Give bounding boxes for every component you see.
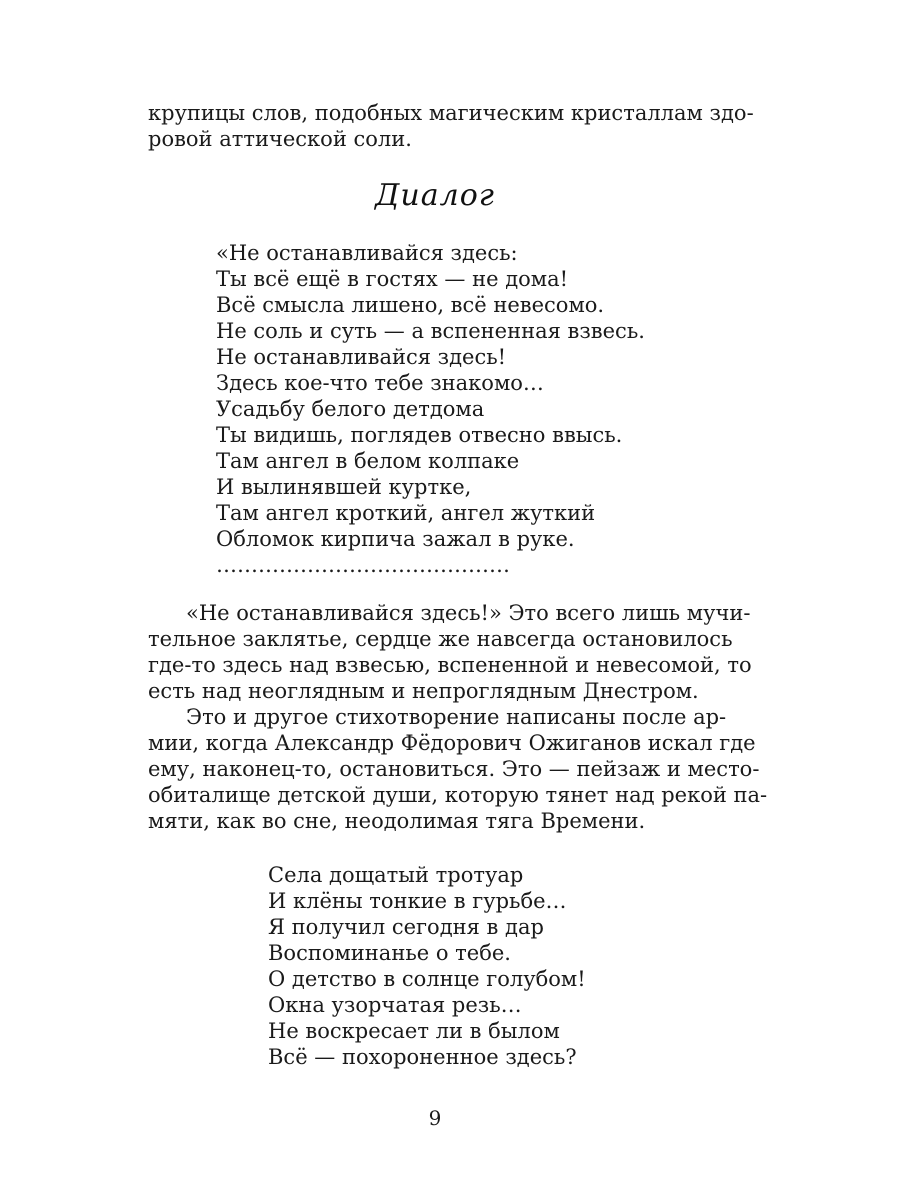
paragraph-2 — [148, 704, 768, 834]
poem-dialog — [216, 240, 645, 578]
poem-line: О детство в солнце голубом! — [268, 967, 586, 991]
text-line: ровой аттической соли. — [148, 127, 412, 151]
text-line: тельное заклятье, сердце же навсегда остановилось — [148, 627, 733, 651]
text-line: обиталище детской души, которую тянет над рекой па- — [148, 783, 768, 807]
poem-village — [268, 862, 586, 1070]
poem-line: Всё смысла лишено, всё невесомо. — [216, 293, 605, 317]
poem-line: Всё — похороненное здесь? — [268, 1045, 577, 1069]
poem-line: Обломок кирпича зажал в руке. — [216, 527, 575, 551]
poem-line: Не соль и суть — а вспененная взвесь. — [216, 319, 645, 343]
poem-line: Воспоминанье о тебе. — [268, 941, 511, 965]
poem-line: Там ангел кроткий, ангел жуткий — [216, 501, 596, 525]
text-line: мии, когда Александр Фёдорович Ожиганов искал где — [148, 731, 756, 755]
poem-line: Там ангел в белом колпаке — [216, 449, 520, 473]
text-line: крупицы слов, подобных магическим кристаллам здо- — [148, 101, 754, 125]
poem-line: И вылинявшей куртке, — [216, 475, 472, 499]
poem-line: Села дощатый тротуар — [268, 863, 524, 887]
commentary-text — [148, 600, 768, 834]
text-line: мяти, как во сне, неодолимая тяга Времени. — [148, 809, 646, 833]
poem-line: Усадьбу белого детдома — [216, 397, 485, 421]
poem-line: Я получил сегодня в дар — [268, 915, 544, 939]
poem-ellipsis-line: …………………………………… — [216, 553, 510, 577]
text-line: ему, наконец-то, остановиться. Это — пейзаж и место- — [148, 757, 760, 781]
poem-line: Ты всё ещё в гостях — не дома! — [216, 267, 569, 291]
poem-line: Не воскресает ли в былом — [268, 1019, 560, 1043]
poem-line: Не останавливайся здесь! — [216, 345, 507, 369]
intro-paragraph — [148, 100, 754, 152]
text-line: «Не останавливайся здесь!» Это всего лишь мучи- — [186, 601, 751, 625]
text-line: где-то здесь над взвесью, вспененной и невесомой, то — [148, 653, 752, 677]
poem-line: «Не останавливайся здесь: — [216, 241, 518, 265]
poem-line: Ты видишь, поглядев отвесно ввысь. — [216, 423, 623, 447]
text-line: Это и другое стихотворение написаны после ар- — [186, 705, 727, 729]
text-line: есть над неоглядным и непроглядным Днестром. — [148, 679, 699, 703]
poem-line: Окна узорчатая резь… — [268, 993, 522, 1017]
poem-line: Здесь кое-что тебе знакомо… — [216, 371, 544, 395]
paragraph-1 — [148, 600, 752, 704]
poem-line: И клёны тонкие в гурьбе… — [268, 889, 567, 913]
section-heading: Диалог — [375, 178, 495, 213]
page-number: 9 — [428, 1106, 442, 1130]
